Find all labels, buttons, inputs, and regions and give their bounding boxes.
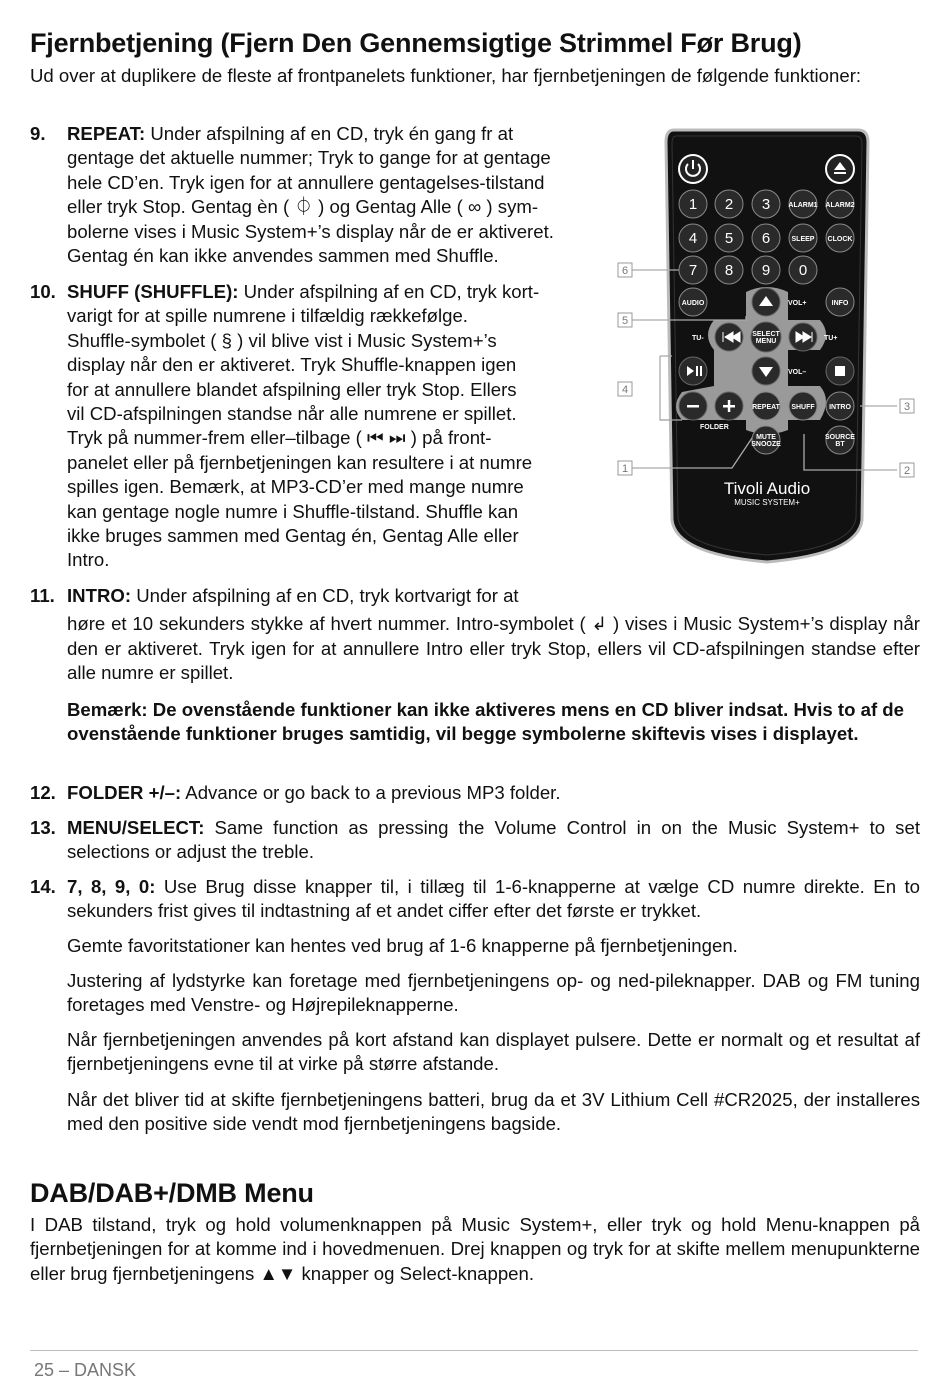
alarm2-button (825, 190, 854, 218)
item-number: 12. (30, 782, 56, 803)
intro-button (826, 392, 854, 420)
svg-text:6: 6 (761, 230, 771, 247)
minus-icon (687, 405, 699, 408)
stop-button (826, 357, 854, 385)
item-line: REPEAT: Under afspilning af en CD, tryk én gang fr at (67, 123, 514, 144)
svg-text:0: 0 (798, 262, 808, 279)
repeat-button (752, 392, 781, 420)
svg-text:SLEEP: SLEEP (791, 236, 815, 243)
item-number: 9. (30, 123, 46, 144)
callout-2 (900, 463, 914, 477)
digit-1-button (679, 190, 707, 218)
alarm1-button (788, 190, 817, 218)
digit-4-button (679, 224, 707, 252)
paragraph: Når fjernbetjeningen anvendes på kort afstand kan displayet pulsere. Dette er normalt og et resultat af fjernbetjeningens evne til at virke på større afstande. (67, 1029, 920, 1075)
svg-text:SELECT: SELECT (752, 331, 780, 338)
callout-1 (618, 461, 632, 475)
digit-5-button (715, 224, 743, 252)
digit-8-button (715, 256, 743, 284)
item-line: hele CD’en. Tryk igen for at annullere gentagelses-tilstand (67, 171, 545, 193)
callout-5 (618, 313, 632, 327)
item-line: Tryk på nummer-frem eller–tilbage ( ⏮ ⏭ ) på front- (67, 427, 492, 449)
item-line: Shuffle-symbolet ( § ) vil blive vist i Music System+’s (67, 329, 497, 351)
item-line: panelet eller på fjernbetjeningen kan resultere i at numre (67, 451, 533, 473)
item-line: INTRO: Under afspilning af en CD, tryk kortvarigt for at (67, 585, 519, 606)
item-number: 14. (30, 876, 56, 897)
item-line: varigt for at spille numrene i tilfældig rækkefølge. (67, 305, 468, 327)
item-line: gentage det aktuelle nummer; Tryk to gange for at gentage (67, 147, 551, 169)
callout-label: 1 (621, 463, 629, 475)
item-label: MENU/SELECT: (67, 817, 205, 838)
paragraph: Justering af lydstyrke kan foretage med fjernbetjeningens op- og ned-pileknapper. DAB og FM tuning foretages med Venstre- og Højrepileknapperne. (67, 970, 920, 1016)
item-line: eller tryk Stop. Gentag èn ( ⏀ ) og Gentag Alle ( ∞ ) sym- (67, 196, 539, 218)
mute-snooze-button (751, 426, 781, 454)
item-text: høre et 10 sekunders stykke af hvert nummer. Intro-symbolet ( ↲ ) vises i Music System+’s display når den er aktiveret. Tryk igen for at annullere Intro eller tryk Stop, ellers vil CD-afspilningen standse efter alle numre er spillet. (67, 613, 920, 684)
svg-text:3: 3 (761, 196, 771, 213)
svg-text:7: 7 (688, 262, 698, 279)
svg-text:8: 8 (724, 262, 734, 279)
svg-text:9: 9 (761, 262, 771, 279)
svg-text:SHUFF: SHUFF (791, 404, 815, 411)
svg-text:MUTE: MUTE (756, 434, 776, 441)
vol-up-button (752, 288, 780, 316)
callout-3 (900, 399, 914, 413)
section-title: DAB/DAB+/DMB Menu (30, 1178, 314, 1208)
folder-plus-button (715, 392, 743, 420)
brand-logo: Tivoli Audio (723, 479, 811, 498)
item-label: SHUFF (SHUFFLE): (67, 281, 239, 302)
item-label: FOLDER +/–: (67, 782, 182, 803)
audio-button (679, 288, 707, 316)
callout-6 (618, 263, 632, 277)
item-line: display når den er aktiveret. Tryk Shuffle-knappen igen (67, 354, 517, 376)
svg-text:CLOCK: CLOCK (827, 236, 853, 243)
digit-7-button (679, 256, 707, 284)
item-number: 11. (30, 585, 55, 606)
vol-plus-label: VOL+ (788, 300, 807, 307)
svg-text:BT: BT (835, 441, 845, 448)
svg-text:ALARM1: ALARM1 (788, 202, 818, 209)
svg-text:INTRO: INTRO (829, 404, 851, 411)
svg-text:5: 5 (724, 230, 734, 247)
svg-text:2: 2 (724, 196, 734, 213)
tune-down-button (715, 323, 743, 351)
item-line: bolerne vises i Music System+’s display når de er aktiveret. (67, 220, 554, 242)
digit-6-button (752, 224, 780, 252)
remote-control-illustration (612, 124, 922, 570)
svg-text:SNOOZE: SNOOZE (751, 441, 781, 448)
tu-plus-label: TU+ (824, 335, 838, 342)
svg-text:ALARM2: ALARM2 (825, 202, 855, 209)
tune-up-button (789, 323, 817, 351)
digit-3-button (752, 190, 780, 218)
item-number: 13. (30, 817, 56, 838)
play-pause-button (679, 357, 707, 385)
item-line: ikke bruges sammen med Gentag én, Gentag Alle eller (67, 525, 519, 547)
digit-0-button (789, 256, 817, 284)
dab-paragraph: I DAB tilstand, tryk og hold volumenknappen på Music System+, eller tryk og hold Menu-knappen på fjernbetjeningen for at komme ind i hovedmenuen. Drej knappen og tryk for at skifte mellem menupunkterne eller brug fjernbetjeningens ▲▼ knapper og Select-knappen. (30, 1214, 920, 1284)
svg-text:MENU: MENU (755, 338, 777, 345)
paragraph: Gemte favoritstationer kan hentes ved brug af 1-6 knapperne på fjernbetjeningen. (67, 935, 738, 956)
digit-9-button (752, 256, 780, 284)
folder-label: FOLDER (700, 424, 729, 431)
intro-paragraph: Ud over at duplikere de fleste af frontpanelets funktioner, har fjernbetjeningen de følgende funktioner: (30, 65, 862, 86)
page-footer: 25 – DANSK (34, 1360, 137, 1378)
callout-4 (618, 382, 632, 396)
folder-minus-button (679, 392, 707, 420)
item-line: SHUFF (SHUFFLE): Under afspilning af en CD, tryk kort- (67, 281, 540, 302)
eject-button (825, 154, 855, 184)
svg-text:REPEAT: REPEAT (752, 404, 780, 411)
item-line: for at annullere blandet afspilning eller tryk Stop. Ellers (67, 378, 517, 400)
paragraph: Når det bliver tid at skifte fjernbetjeningens batteri, brug da et 3V Lithium Cell #CR2025, der installeres med den positive side vendt mod fjernbetjeningens bagside. (67, 1089, 920, 1135)
manual-page: Fjernbetjening (Fjern Den Gennemsigtige Strimmel Før Brug) Ud over at duplikere de fleste af frontpanelets funktioner, har fjernbetjeningen de følgende funktioner: 9. REPEAT: Under afspilning af en CD, tryk én gang fr at gentage det aktuelle nummer; Tryk to gange for at gentage hele CD’en. Tryk igen for at annullere gentagelses-tilstand eller tryk Stop. Gentag èn ( ⏀ ) og Gentag Alle ( ∞ ) sym- bolerne vises i Music System+’s display når de er aktiveret. Gentag én kan ikke anvendes sammen med Shuffle. 10. SHUFF (SHUFFLE): Under afspilning af en CD, tryk kort- varigt for at spille numrene i tilfældig rækkefølge. Shuffle-symbolet ( § ) vil blive vist i Music System+’s display når den er aktiveret. Tryk Shuffle-knappen igen for at annullere blandet afspilning eller tryk Stop. Ellers vil CD-afspilningen standse når alle numrene er spillet. Tryk på nummer-frem eller–tilbage ( ⏮ ⏭ ) på front- panelet eller på fjernbetjeningen kan resultere i at numre spilles igen. Bemærk, at MP3-CD’er med mange numre kan gentage nogle numre i Shuffle-tilstand. Shuffle kan ikke bruges sammen med Gentag én, Gentag Alle eller Intro. 11. INTRO: Under afspilning af en CD, tryk kortvarigt for at høre et 10 sekunders stykke af hvert nummer. Intro-symbolet ( ↲ ) vises i Music System+’s display når den er aktiveret. Tryk igen for at annullere Intro eller tryk Stop, ellers vil CD-afspilningen standse efter alle numre er spillet. Bemærk: De ovenstående funktioner kan ikke aktiveres mens en CD bliver indsat. Hvis to af de ovenstående funktioner bruges samtidig, vil begge symbolerne skiftevis vises i displayet. 12. FOLDER +/–: Advance or go back to a previous MP3 folder. 13. MENU/SELECT: Same function as pressing the Volume Control in on the Music System+ to set selections or adjust the treble. 14. 7, 8, 9, 0: Use Brug disse knapper til, i tillæg til 1-6-knapperne at vælge CD numre direkte. En to sekunders frist gives til indtastning af et andet ciffer efter det første er trykket. Gemte favoritstationer kan hentes ved brug af 1-6 knapperne på fjernbetjeningen. Justering af lydstyrke kan foretage med fjernbetjeningens op- og ned-pileknapper. DAB og FM tuning foretages med Venstre- og Højrepileknapperne. Når fjernbetjeningen anvendes på kort afstand kan displayet pulsere. Dette er normalt og et resultat af fjernbetjeningens evne til at virke på større afstande. Når det bliver tid at skifte fjernbetjeningens batteri, brug da et 3V Lithium Cell #CR2025, der installeres med den positive side vendt mod fjernbetjeningens bagside. DAB/DAB+/DMB Menu I DAB tilstand, tryk og hold volumenknappen på Music System+, eller tryk og hold Menu-knappen på fjernbetjeningen for at komme ind i hovedmenuen. Drej knappen og tryk for at skifte mellem menupunkterne eller brug fjernbetjeningens ▲▼ knapper og Select-knappen. (30, 0, 920, 1378)
item-label: 7, 8, 9, 0: (67, 876, 156, 897)
item-label: INTRO: (67, 585, 132, 606)
svg-text:1: 1 (688, 196, 698, 213)
item-line: Gentag én kan ikke anvendes sammen med Shuffle. (67, 245, 499, 267)
digit-2-button (715, 190, 743, 218)
shuff-button (789, 392, 817, 420)
callout-label: 3 (903, 401, 911, 413)
svg-text:AUDIO: AUDIO (681, 300, 705, 307)
sleep-button (789, 224, 817, 252)
item-line: Intro. (67, 549, 110, 571)
power-button (678, 154, 708, 184)
page-title: Fjernbetjening (Fjern Den Gennemsigtige Strimmel Før Brug) (30, 28, 802, 58)
callout-label: 5 (621, 315, 629, 327)
tu-minus-label: TU- (692, 335, 704, 342)
footer-divider (30, 1350, 918, 1351)
info-button (826, 288, 854, 316)
stop-icon (835, 366, 845, 376)
note: Bemærk: De ovenstående funktioner kan ikke aktiveres mens en CD bliver indsat. Hvis to af de ovenstående funktioner bruges samtidig, vil begge symbolerne skiftevis vises i displayet. (67, 699, 905, 745)
callout-label: 2 (903, 465, 911, 477)
vol-down-button (752, 357, 780, 385)
select-menu-button (751, 322, 781, 352)
item-line: spilles igen. Bemærk, at MP3-CD’er med mange numre (67, 476, 524, 498)
svg-text:4: 4 (688, 230, 698, 247)
item-label: REPEAT: (67, 123, 146, 144)
item-line: kan gentage nogle numre i Shuffle-tilstand. Shuffle kan (67, 500, 519, 522)
callout-label: 4 (621, 384, 629, 396)
vol-minus-label: VOL– (788, 369, 807, 376)
callout-label: 6 (621, 265, 629, 277)
item-number: 10. (30, 281, 56, 302)
item-line: vil CD-afspilningen standse når alle numrene er spillet. (67, 403, 517, 425)
clock-button (826, 224, 854, 252)
svg-text:INFO: INFO (831, 300, 849, 307)
model-label: MUSIC SYSTEM+ (734, 498, 800, 507)
svg-text:SOURCE: SOURCE (825, 434, 855, 441)
